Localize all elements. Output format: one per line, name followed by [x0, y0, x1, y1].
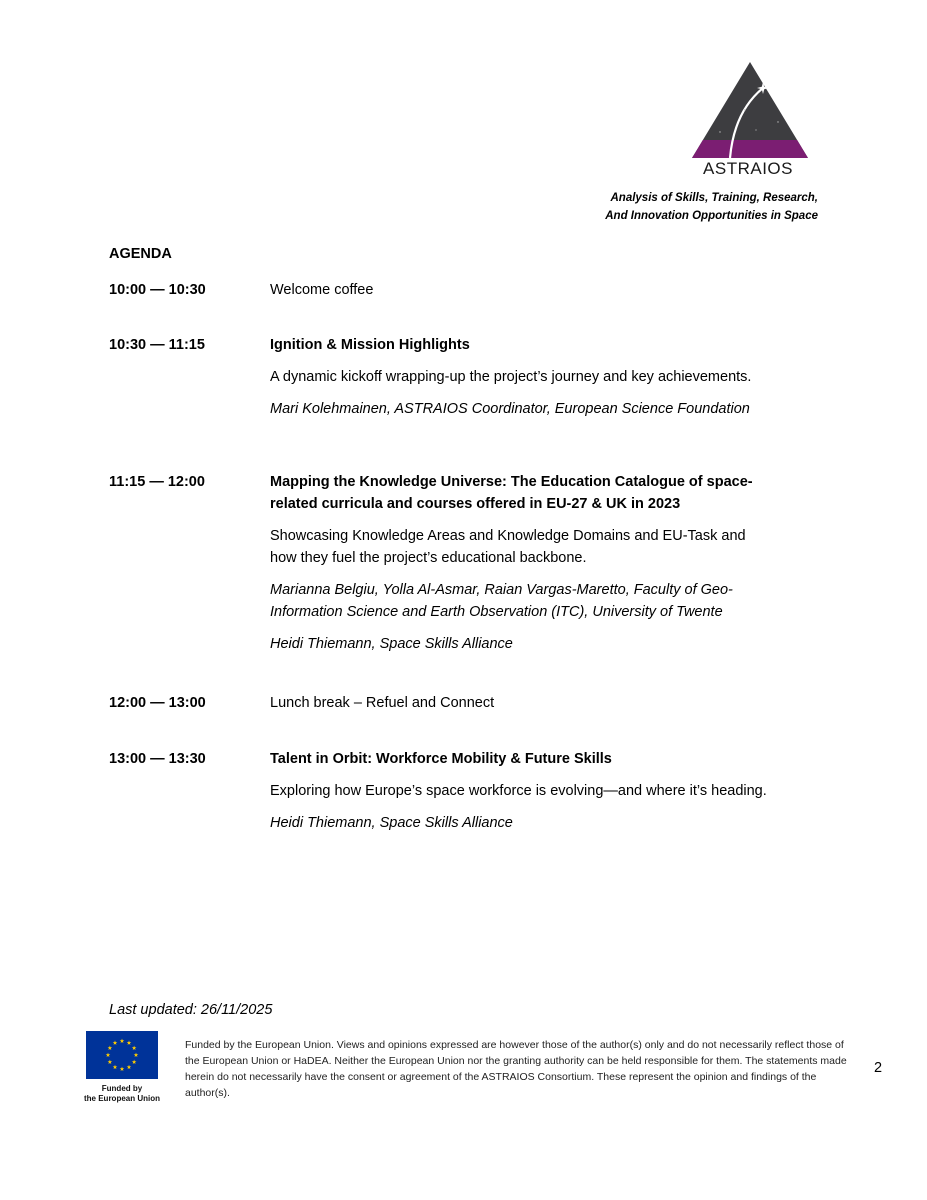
last-updated: Last updated: 26/11/2025: [109, 1002, 273, 1018]
session-content: [270, 279, 770, 311]
session-description: Exploring how Europe’s space workforce is evolving—and where it’s heading.: [270, 783, 767, 799]
astraios-logo: [690, 60, 810, 179]
eu-caption: [80, 1084, 164, 1104]
eu-caption-line-1: Funded by: [101, 1084, 143, 1093]
eu-caption-line-2: the European Union: [84, 1094, 160, 1103]
eu-flag-icon: [86, 1031, 158, 1079]
tagline-line-1: Analysis of Skills, Training, Research,: [610, 192, 818, 204]
session-speaker: Marianna Belgiu, Yolla Al-Asmar, Raian Vargas-Maretto, Faculty of Geo-Information Science and Earth Observation (ITC), University of Twente: [270, 582, 733, 620]
tagline: [605, 189, 818, 225]
session-title: Ignition & Mission Highlights: [270, 337, 470, 353]
session-time: 11:15 — 12:00: [109, 474, 205, 490]
session-time: 12:00 — 13:00: [109, 695, 206, 711]
session-title: Mapping the Knowledge Universe: The Education Catalogue of space-related curricula and courses offered in EU-27 & UK in 2023: [270, 474, 753, 512]
session-title: Talent in Orbit: Workforce Mobility & Future Skills: [270, 751, 612, 767]
funding-disclaimer: Funded by the European Union. Views and opinions expressed are however those of the author(s) only and do not necessarily reflect those of the European Union or HaDEA. Neither the European Union nor the granting authority can be held responsible for them. The statements made herein do not necessarily have the consent or agreement of the ASTRAIOS Consortium. These represent the opinion and findings of the author(s).: [185, 1039, 847, 1099]
session-speaker: Mari Kolehmainen, ASTRAIOS Coordinator, European Science Foundation: [270, 401, 750, 417]
session-content: [270, 471, 770, 665]
session-time: 10:00 — 10:30: [109, 282, 206, 298]
session-description: Showcasing Knowledge Areas and Knowledge Domains and EU-Task and how they fuel the project’s educational backbone.: [270, 528, 746, 566]
session-title: Lunch break – Refuel and Connect: [270, 695, 495, 711]
eu-funding-badge: [80, 1031, 164, 1104]
session-description: A dynamic kickoff wrapping-up the project’s journey and key achievements.: [270, 369, 752, 385]
agenda-title: AGENDA: [109, 246, 172, 262]
tagline-line-2: And Innovation Opportunities in Space: [605, 210, 818, 222]
logo-text: ASTRAIOS: [703, 159, 793, 178]
session-content: [270, 692, 770, 724]
session-speaker: Heidi Thiemann, Space Skills Alliance: [270, 636, 513, 652]
session-title: Welcome coffee: [270, 282, 374, 298]
session-content: [270, 334, 770, 430]
session-time: 13:00 — 13:30: [109, 751, 206, 767]
session-time: 10:30 — 11:15: [109, 337, 205, 353]
page-number: 2: [874, 1060, 883, 1076]
session-content: [270, 748, 770, 844]
session-speaker: Heidi Thiemann, Space Skills Alliance: [270, 815, 513, 831]
astraios-triangle-icon: [690, 60, 810, 158]
